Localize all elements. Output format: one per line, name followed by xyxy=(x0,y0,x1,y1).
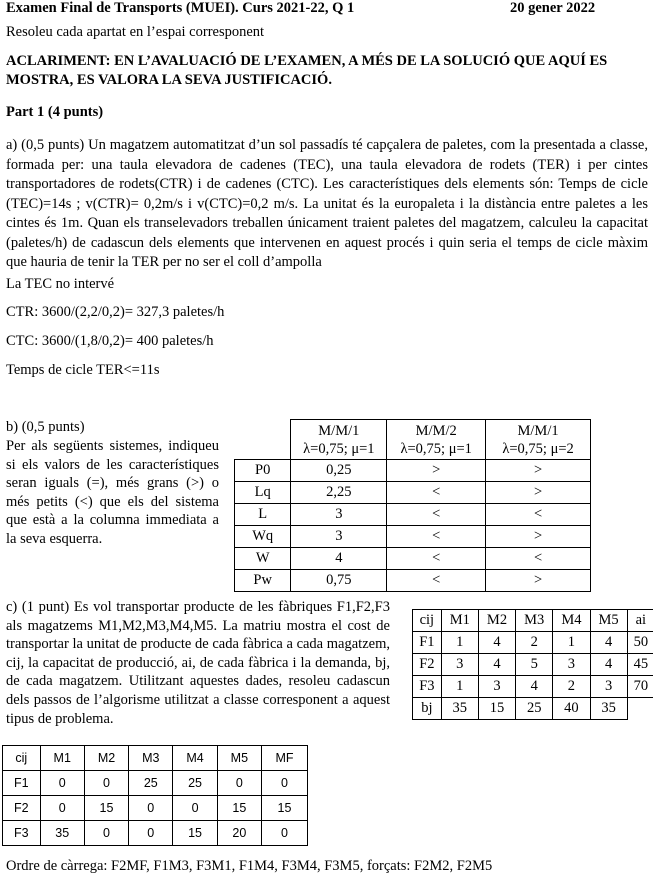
solution-header-cell: cij xyxy=(3,746,41,771)
solution-header-cell: MF xyxy=(261,746,307,771)
solution-cell: F2 xyxy=(3,796,41,821)
queue-cell: 3 xyxy=(291,526,387,548)
queue-cell: > xyxy=(387,460,486,482)
queue-row-label: Pw xyxy=(235,570,291,592)
cost-cell: 5 xyxy=(516,654,553,676)
cost-row-f1 xyxy=(413,632,653,654)
cost-cell: 2 xyxy=(516,632,553,654)
solution-header-cell: M3 xyxy=(129,746,173,771)
queue-col-2-header xyxy=(387,420,486,460)
answer-a-1: La TEC no intervé xyxy=(6,276,115,292)
exam-title: Examen Final de Transports (MUEI). Curs 2021-22, Q 1 xyxy=(6,0,355,16)
cost-matrix-table xyxy=(412,609,653,720)
queue-row-p0 xyxy=(235,460,591,482)
question-b-heading: b) (0,5 punts) xyxy=(6,419,85,435)
queue-cell: > xyxy=(486,570,591,592)
cost-cell: 25 xyxy=(516,698,553,720)
solution-matrix-table xyxy=(2,745,308,846)
queue-col-1-header xyxy=(291,420,387,460)
queue-cell: 2,25 xyxy=(291,482,387,504)
cost-cell: 3 xyxy=(553,654,590,676)
cost-cell: F1 xyxy=(413,632,442,654)
instruction-text: Resoleu cada apartat en l’espai corresponent xyxy=(6,24,265,40)
solution-header-cell: M1 xyxy=(40,746,84,771)
queue-cell: 0,25 xyxy=(291,460,387,482)
solution-row-f2 xyxy=(3,796,308,821)
cost-matrix-header xyxy=(413,610,653,632)
notice-line-2: MOSTRA, ES VALORA LA SEVA JUSTIFICACIÓ. xyxy=(6,72,332,88)
cost-cell: 40 xyxy=(553,698,590,720)
queue-comparison-table xyxy=(234,419,591,592)
solution-cell: 20 xyxy=(217,821,261,846)
cost-cell: 4 xyxy=(516,676,553,698)
solution-matrix-header xyxy=(3,746,308,771)
cost-cell-empty xyxy=(627,698,653,720)
question-c-text: c) (1 punt) Es vol transportar producte de les fàbriques F1,F2,F3 als magatzems M1,M2,M3,M4,M5. La matriu mostra el cost de transportar la unitat de producte de cada fàbrica a cada magatzem, cij, la capacitat de producció, ai, de cada fàbrica i la demanda, bj, de cada magatzem. Utilitzant aquestes dades, resoleu cadascun dels passos de l’algorisme utilitzat a classe corresponent a aquest tipus de problema. xyxy=(6,599,390,727)
queue-cell: < xyxy=(387,482,486,504)
queue-cell: 3 xyxy=(291,504,387,526)
cost-row-f3 xyxy=(413,676,653,698)
cost-header-cell: M2 xyxy=(478,610,515,632)
solution-cell: 15 xyxy=(261,796,307,821)
queue-col-3-params: λ=0,75; μ=2 xyxy=(502,440,574,457)
cost-cell: 35 xyxy=(590,698,627,720)
queue-row-l xyxy=(235,504,591,526)
cost-header-cell: M4 xyxy=(553,610,590,632)
queue-col-2-model: M/M/2 xyxy=(415,422,457,439)
cost-cell: 4 xyxy=(478,632,515,654)
question-a-text: a) (0,5 punts) Un magatzem automatitzat d’un sol passadís té capçalera de paletes, com la presentada a classe, formada per: una taula elevadora de cadenes (TEC), una taula elevadora de rodets (TER) i per cintes transportadores de rodets(CTR) i de cadenes (CTC). Les característiques dels elements són: Temps de cicle (TEC)=14s ; v(CTR)= 0,2m/s i v(CTC)=0,2 m/s. La unitat és la europaleta i la distància entre paletes a les cintes és 1m. Quan els transelevadors treballen únicament traient paletes del magatzem, calculeu la capacitat (paletes/h) de cadascun dels elements que intervenen en aquest procés i quin seria el temps de cicle màxim que hauria de tenir la TER per no ser el coll d’ampolla xyxy=(6,137,648,270)
queue-cell: < xyxy=(387,504,486,526)
solution-cell: 25 xyxy=(129,771,173,796)
solution-cell: 15 xyxy=(173,821,217,846)
cost-cell: 50 xyxy=(627,632,653,654)
cost-header-cell: M1 xyxy=(441,610,478,632)
queue-cell: > xyxy=(486,482,591,504)
solution-header-cell: M5 xyxy=(217,746,261,771)
solution-cell: 0 xyxy=(261,771,307,796)
queue-cell: 4 xyxy=(291,548,387,570)
cost-cell: 3 xyxy=(478,676,515,698)
queue-cell: 0,75 xyxy=(291,570,387,592)
solution-cell: 35 xyxy=(40,821,84,846)
cost-header-cell: M3 xyxy=(516,610,553,632)
solution-cell: 0 xyxy=(261,821,307,846)
solution-cell: F3 xyxy=(3,821,41,846)
solution-cell: 15 xyxy=(84,796,128,821)
solution-cell: 0 xyxy=(40,796,84,821)
cost-header-cell: M5 xyxy=(590,610,627,632)
cost-cell: bj xyxy=(413,698,442,720)
cost-row-demand xyxy=(413,698,653,720)
solution-cell: 25 xyxy=(173,771,217,796)
solution-cell: 0 xyxy=(129,821,173,846)
solution-cell: 0 xyxy=(40,771,84,796)
solution-cell: 0 xyxy=(84,771,128,796)
queue-col-2-params: λ=0,75; μ=1 xyxy=(400,440,472,457)
queue-table-corner xyxy=(235,420,291,460)
cost-cell: 35 xyxy=(441,698,478,720)
queue-cell: < xyxy=(387,548,486,570)
queue-row-lq xyxy=(235,482,591,504)
answer-a-3: CTC: 3600/(1,8/0,2)= 400 paletes/h xyxy=(6,333,214,349)
cost-cell: 4 xyxy=(478,654,515,676)
queue-row-wq xyxy=(235,526,591,548)
cost-cell: 45 xyxy=(627,654,653,676)
solution-cell: 0 xyxy=(217,771,261,796)
queue-col-1-model: M/M/1 xyxy=(318,422,360,439)
queue-row-pw xyxy=(235,570,591,592)
exam-date: 20 gener 2022 xyxy=(510,0,596,16)
answer-a-4: Temps de cicle TER<=11s xyxy=(6,362,160,378)
cost-cell: 4 xyxy=(590,654,627,676)
solution-cell: F1 xyxy=(3,771,41,796)
queue-table-header-row xyxy=(235,420,591,460)
solution-cell: 15 xyxy=(217,796,261,821)
loading-order-text: Ordre de càrrega: F2MF, F1M3, F3M1, F1M4, F3M4, F3M5, forçats: F2M2, F2M5 xyxy=(6,858,493,874)
cost-cell: 4 xyxy=(590,632,627,654)
cost-header-cell: ai xyxy=(627,610,653,632)
queue-cell: < xyxy=(387,526,486,548)
queue-row-label: Wq xyxy=(235,526,291,548)
cost-cell: F3 xyxy=(413,676,442,698)
cost-cell: 1 xyxy=(441,632,478,654)
cost-row-f2 xyxy=(413,654,653,676)
answer-a-2: CTR: 3600/(2,2/0,2)= 327,3 paletes/h xyxy=(6,304,225,320)
cost-cell: 2 xyxy=(553,676,590,698)
solution-row-f3 xyxy=(3,821,308,846)
cost-cell: 1 xyxy=(553,632,590,654)
cost-cell: 1 xyxy=(441,676,478,698)
queue-row-label: P0 xyxy=(235,460,291,482)
queue-row-w xyxy=(235,548,591,570)
queue-col-3-header xyxy=(486,420,591,460)
solution-cell: 0 xyxy=(84,821,128,846)
cost-cell: F2 xyxy=(413,654,442,676)
queue-cell: > xyxy=(486,526,591,548)
queue-row-label: W xyxy=(235,548,291,570)
cost-cell: 3 xyxy=(590,676,627,698)
solution-header-cell: M4 xyxy=(173,746,217,771)
cost-cell: 70 xyxy=(627,676,653,698)
queue-col-1-params: λ=0,75; μ=1 xyxy=(303,440,375,457)
queue-cell: > xyxy=(486,460,591,482)
cost-cell: 3 xyxy=(441,654,478,676)
queue-row-label: Lq xyxy=(235,482,291,504)
queue-cell: < xyxy=(486,548,591,570)
notice-line-1: ACLARIMENT: EN L’AVALUACIÓ DE L’EXAMEN, A MÉS DE LA SOLUCIÓ QUE AQUÍ ES xyxy=(6,53,608,69)
cost-header-cell: cij xyxy=(413,610,442,632)
solution-header-cell: M2 xyxy=(84,746,128,771)
cost-cell: 15 xyxy=(478,698,515,720)
solution-cell: 0 xyxy=(129,796,173,821)
part1-heading: Part 1 (4 punts) xyxy=(6,104,104,120)
solution-cell: 0 xyxy=(173,796,217,821)
queue-row-label: L xyxy=(235,504,291,526)
solution-row-f1 xyxy=(3,771,308,796)
queue-cell: < xyxy=(486,504,591,526)
question-b-text: Per als següents sistemes, indiqueu si els valors de les característiques seran iguals (=), més grans (>) o més petits (<) que els del sistema que està a la columna immediata a la seva esquerra. xyxy=(6,438,219,547)
queue-col-3-model: M/M/1 xyxy=(517,422,559,439)
queue-cell: < xyxy=(387,570,486,592)
